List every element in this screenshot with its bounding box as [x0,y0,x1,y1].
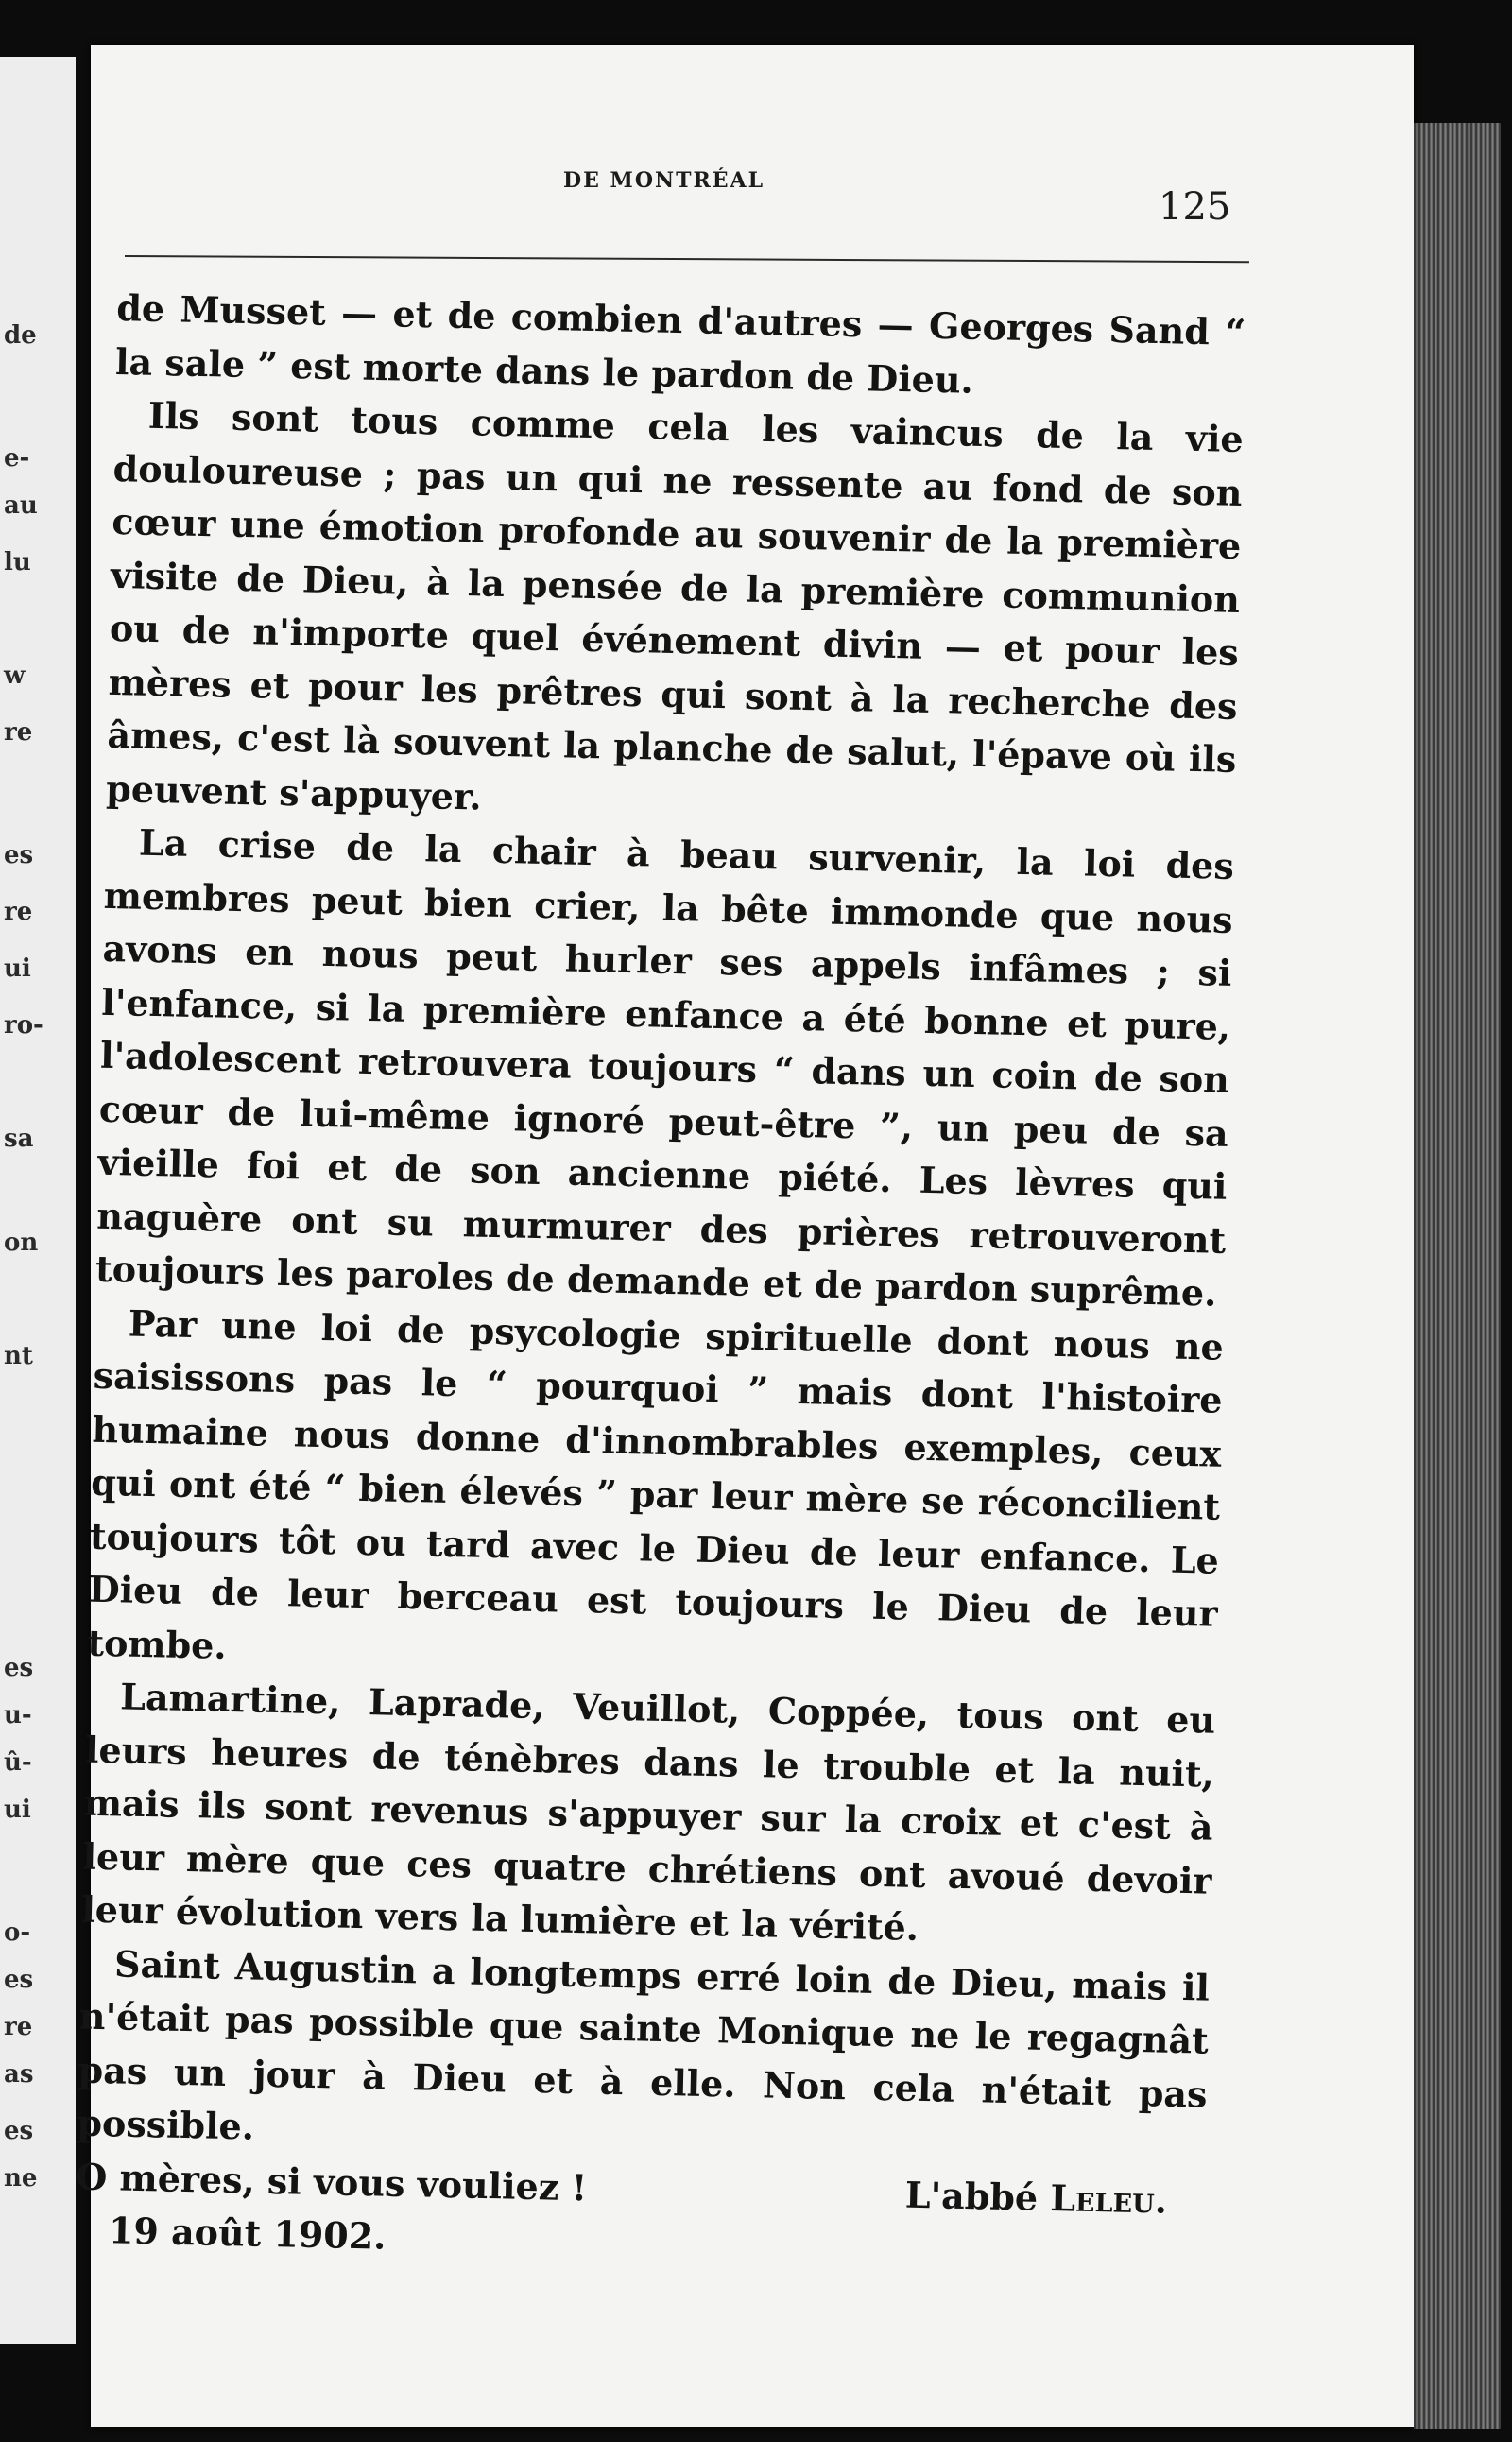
prev-page-fragment: ro- [4,1011,43,1040]
prev-page-fragment: es [4,841,34,869]
prev-page-fragment: u- [4,1701,32,1729]
paragraph: Ils sont tous comme cela les vaincus de la vie douloureuse ; pas un qui ne ressente au fond de son cœur une émotion profonde au souvenir de la première visite de Dieu, à la pensée de la première communion ou de n'importe quel événement divin — et pour les mères et pour les prêtres qui sont à la recherche des âmes, c'est là souvent la planche de salut, l'épave où ils peuvent s'appuyer. [105,393,1245,818]
prev-page-fragment: ui [4,1796,31,1824]
paragraph: Par une loi de psycologie spirituelle dont nous ne saisissons pas le “ pourquoi ” mais dont l'histoire humaine nous donne d'innombrables exemples, ceux qui ont été “ bien élevés ” par leur mère se réconcilient toujours tôt ou tard avec le Dieu de leur enfance. Le Dieu de leur berceau est toujours le Dieu de leur tombe. [87,1301,1225,1667]
running-head: DE MONTRÉAL [563,168,765,193]
prev-page-fragment: es [4,1654,34,1682]
page-edges [1414,123,1501,2429]
signature-prefix: L'abbé [904,2173,1039,2219]
prev-page-fragment: au [4,491,38,520]
prev-page-fragment: ui [4,954,31,983]
prev-page-fragment: re [4,898,33,926]
signature [904,2168,1167,2227]
paragraph: Lamartine, Laprade, Veuillot, Coppée, tous ont eu leurs heures de ténèbres dans le trouble et la nuit, mais ils sont revenus s'appuyer sur la croix et c'est à leur mère que ces quatre chrétiens ont avoué devoir leur évolution vers la lumière et la vérité. [80,1675,1216,1949]
prev-page-fragment: sa [4,1125,34,1153]
prev-page-fragment: w [4,662,26,690]
previous-page-strip [0,57,76,2344]
prev-page-fragment: lu [4,548,31,576]
signature-name: Leleu. [1049,2175,1168,2222]
header-rule [125,255,1249,263]
prev-page-fragment: û- [4,1748,32,1777]
prev-page-fragment: on [4,1229,39,1257]
paragraph: de Musset — et de combien d'autres — Georges Sand “ la sale ” est morte dans le pardon de Dieu. [114,285,1246,402]
prev-page-fragment: re [4,718,33,747]
body-text [74,282,1246,2281]
book-page [75,45,1414,2427]
paragraph: Saint Augustin a longtemps erré loin de Dieu, mais il n'était pas possible que sainte Monique ne le regagnât pas un jour à Dieu et à elle. Non cela n'était pas possible. [77,1941,1211,2148]
prev-page-fragment: es [4,2117,34,2145]
prev-page-fragment: as [4,2060,34,2089]
prev-page-fragment: o- [4,1918,31,1947]
prev-page-fragment: re [4,2013,33,2041]
page-number: 125 [1159,185,1231,229]
closing-exclamation: O mères, si vous vouliez ! [75,2155,588,2209]
prev-page-fragment: ne [4,2164,38,2193]
prev-page-fragment: es [4,1966,34,1994]
date-line: 19 août 1902. [108,2209,387,2258]
prev-page-fragment: e- [4,444,30,473]
prev-page-fragment: de [4,321,37,350]
prev-page-fragment: nt [4,1342,33,1370]
paragraph: La crise de la chair à beau survenir, la loi des membres peut bien crier, la bête immonde que nous avons en nous peut hurler ses appels infâmes ; si l'enfance, si la première enfance a été bonne et pure, l'adolescent retrouvera toujours “ dans un coin de son cœur de lui-même ignoré peut-être ”, un peu de sa vieille foi et de son ancienne piété. Les lèvres qui naguère ont su murmurer des prières retrouveront toujours les paroles de demande et de pardon suprême. [94,820,1235,1315]
